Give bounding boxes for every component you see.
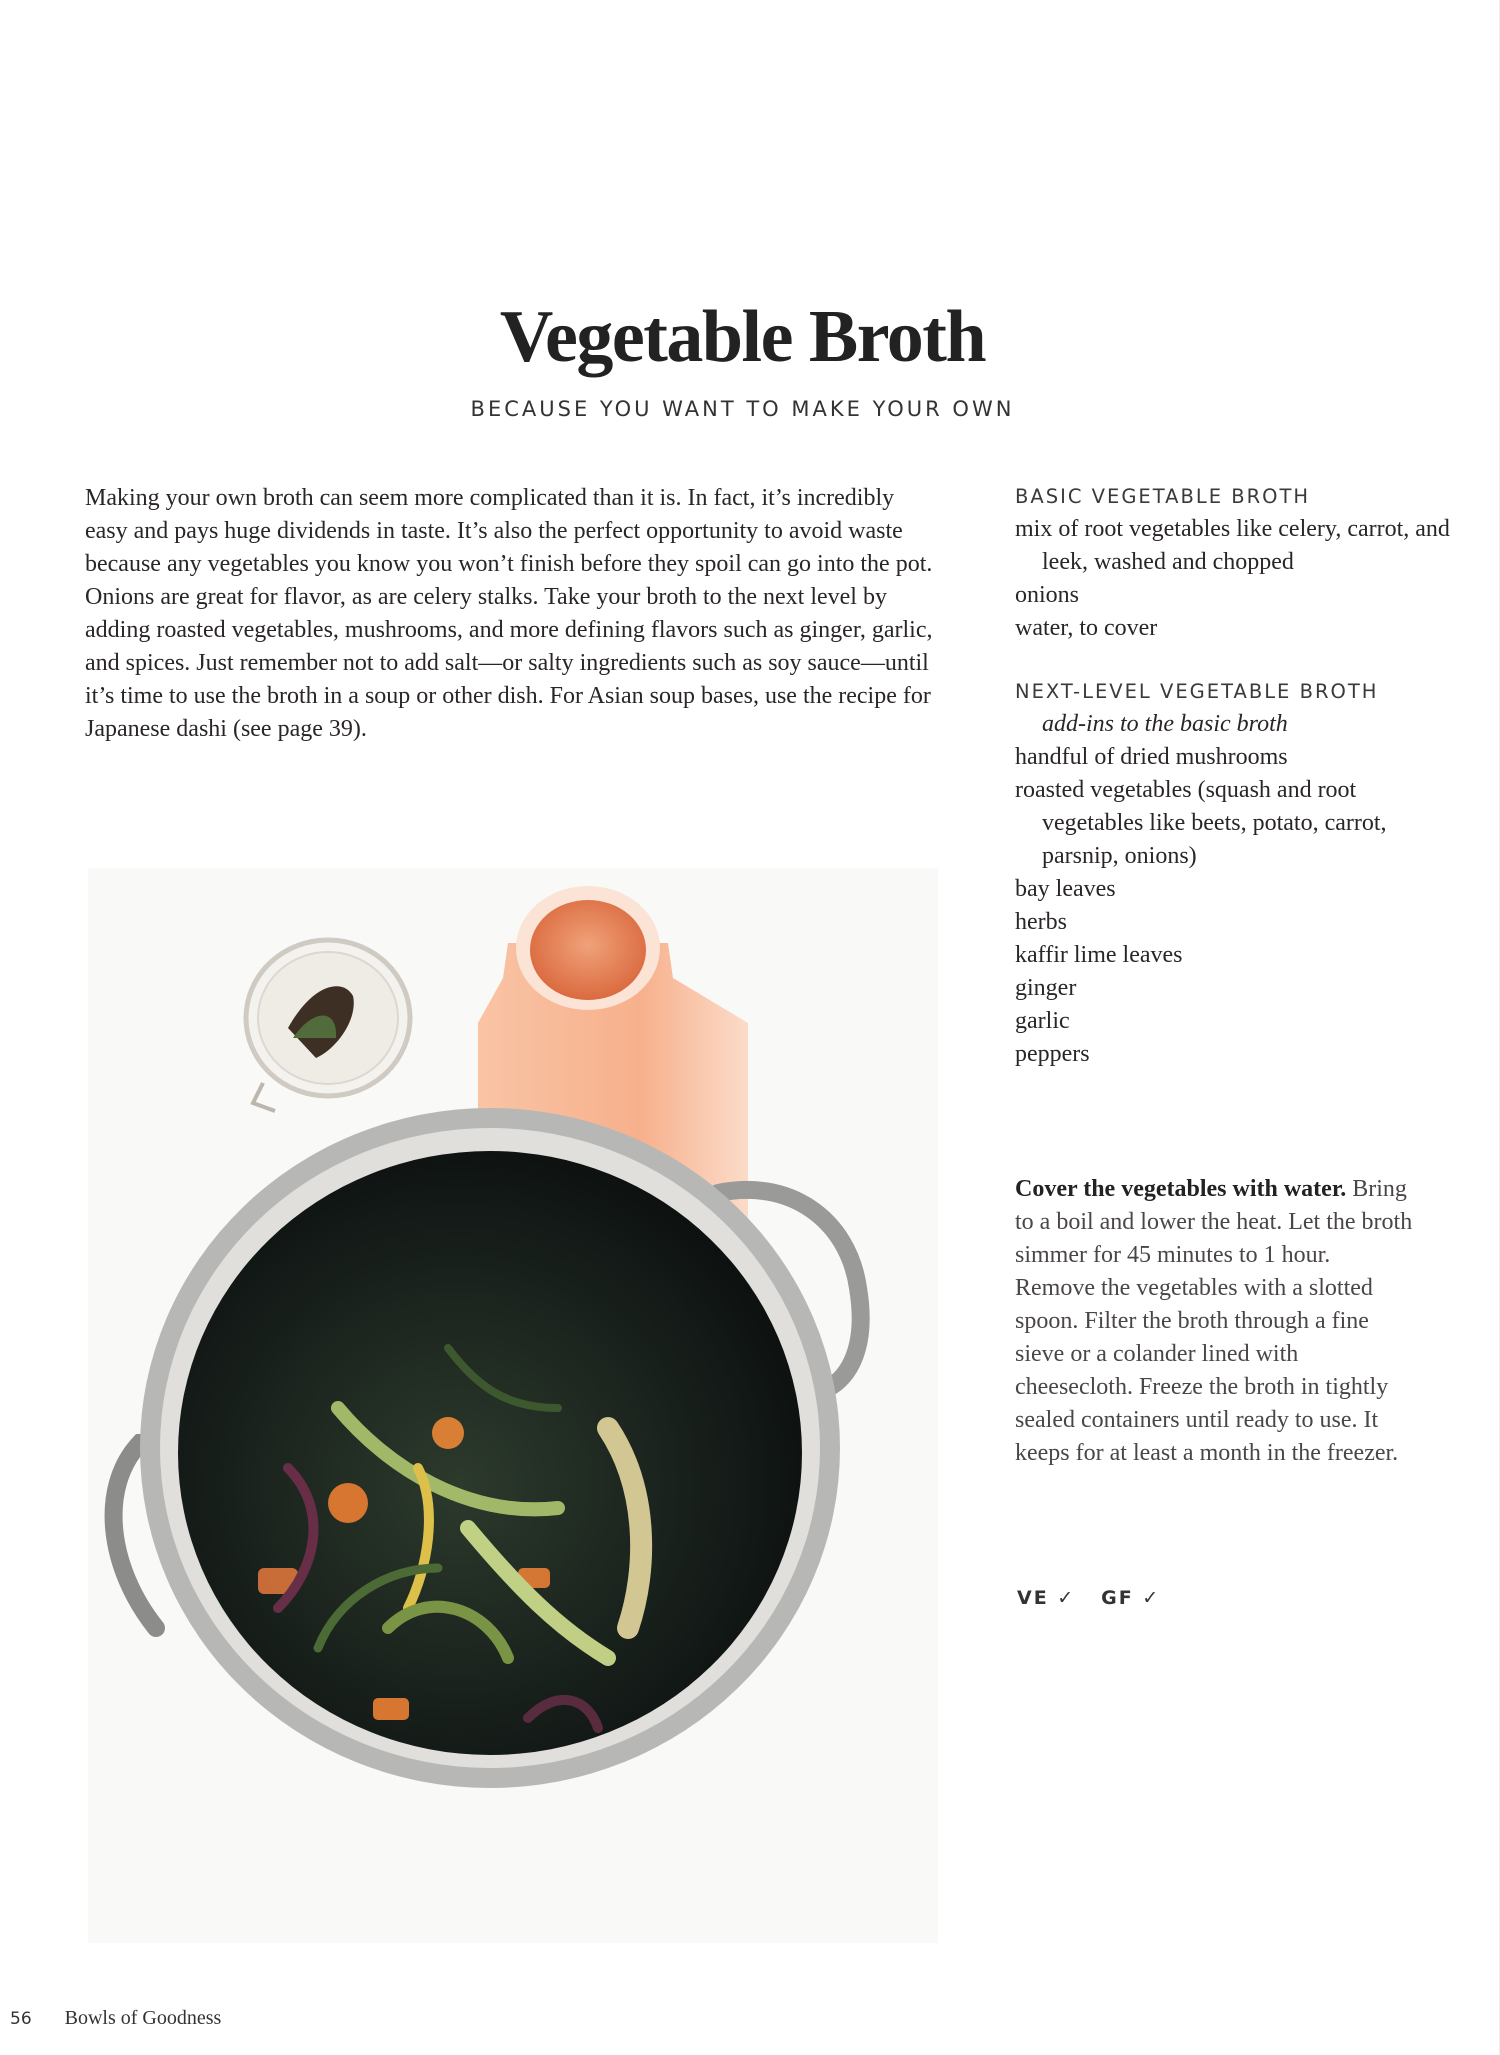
ingredient-item: mix of root vegetables like celery, carrot, and leek, washed and chopped — [1015, 516, 1450, 575]
next-level-ingredient-list — [1015, 708, 1455, 1071]
addins-note: add-ins to the basic broth — [1042, 711, 1288, 737]
ingredient-item: kaffir lime leaves — [1015, 942, 1183, 968]
ingredient-item: roasted vegetables (squash and root vegetables like beets, potato, carrot, parsnip, onions) — [1015, 777, 1387, 869]
ingredients-sidebar — [1015, 480, 1455, 1071]
recipe-title: Vegetable Broth — [499, 296, 986, 378]
vegan-badge: VE ✓ — [1017, 1587, 1076, 1609]
ingredient-item: ginger — [1015, 975, 1077, 1001]
recipe-intro: Making your own broth can seem more complicated than it is. In fact, it’s incredibly easy and pays huge dividends in taste. It’s also the perfect opportunity to avoid waste because any vegetables you know you won’t finish before they spoil can go into the pot. Onions are great for flavor, as are celery stalks. Take your broth to the next level by adding roasted vegetables, mushrooms, and more defining flavors such as ginger, garlic, and spices. Just remember not to add salt—or salty ingredients such as soy sauce—until it’s time to use the broth in a soup or other dish. For Asian soup bases, use the recipe for Japanese dashi (see page 39). — [85, 485, 933, 742]
book-title: Bowls of Goodness — [64, 2007, 222, 2029]
method-text — [1015, 1173, 1415, 1470]
page-number: 56 — [10, 2009, 32, 2029]
basic-ingredient-list — [1015, 513, 1455, 645]
method-lead: Cover the vegetables with water. — [1015, 1176, 1347, 1202]
next-level-broth-heading: NEXT-LEVEL VEGETABLE BROTH — [1015, 680, 1379, 703]
recipe-subtitle: BECAUSE YOU WANT TO MAKE YOUR OWN — [470, 397, 1015, 421]
ingredient-item: peppers — [1015, 1041, 1090, 1067]
ingredient-item: garlic — [1015, 1008, 1070, 1034]
ingredient-item: herbs — [1015, 909, 1067, 935]
gluten-free-badge: GF ✓ — [1101, 1587, 1161, 1609]
page-footer — [10, 2007, 221, 2030]
basic-broth-heading: BASIC VEGETABLE BROTH — [1015, 485, 1311, 508]
ingredient-item: onions — [1015, 582, 1080, 608]
ingredient-item: handful of dried mushrooms — [1015, 744, 1288, 770]
method-body: Bring to a boil and lower the heat. Let the broth simmer for 45 minutes to 1 hour. Remove the vegetables with a slotted spoon. Filter the broth through a fine sieve or a colander lined with cheesecloth. Freeze the broth in tightly sealed containers until ready to use. It keeps for at least a month in the freezer. — [1015, 1176, 1413, 1466]
diet-badges — [1017, 1587, 1160, 1609]
broth-photo — [88, 868, 938, 1943]
ingredient-item: bay leaves — [1015, 876, 1116, 902]
ingredient-item: water, to cover — [1015, 615, 1158, 641]
